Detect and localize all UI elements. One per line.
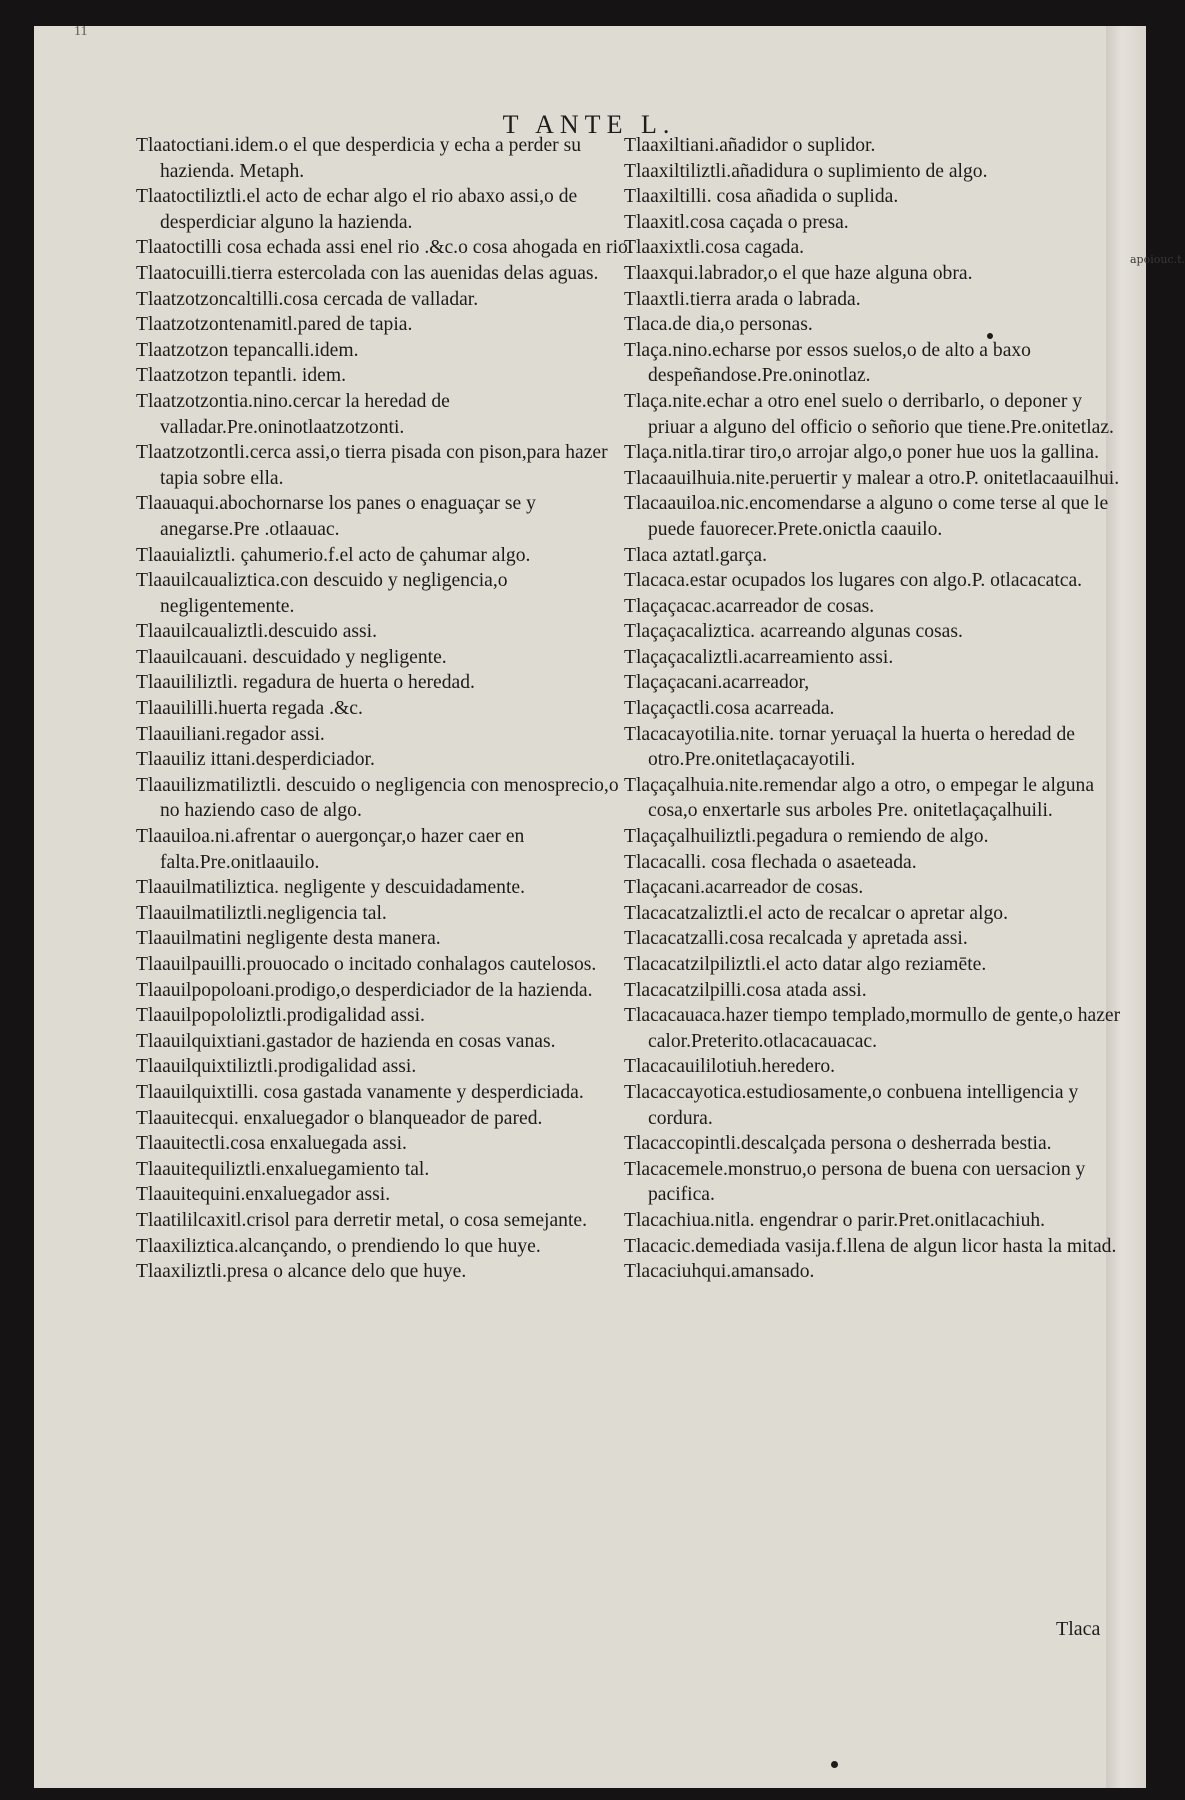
dictionary-entry: Tlaatzotzon tepancalli.idem.	[136, 339, 359, 361]
catchword: Tlaca	[1056, 1618, 1101, 1640]
dictionary-entry: Tlaauiloa.ni.afrentar o auergonçar,o hazer caer en falta.Pre.onitlaauilo.	[136, 826, 525, 873]
dictionary-entry: Tlaatoctiliztli.el acto de echar algo el rio abaxo assi,o de desperdiciar alguno la hazienda.	[136, 186, 578, 233]
dictionary-entry: Tlaatoctiani.idem.o el que desperdicia y echa a perder su hazienda. Metaph.	[136, 135, 582, 182]
dictionary-entry: Tlaauilmatiliztica. negligente y descuidadamente.	[136, 877, 525, 899]
dictionary-entry: Tlaçaçacani.acarreador,	[624, 672, 810, 694]
dictionary-entry: Tlaaxtli.tierra arada o labrada.	[624, 288, 861, 310]
dictionary-entry: Tlaçaçactli.cosa acarreada.	[624, 698, 835, 720]
dictionary-entry: Tlaça.nite.echar a otro enel suelo o derribarlo, o deponer y priuar a alguno del officio o señorio que tiene.Pre.onitetlaz.	[624, 390, 1114, 438]
dictionary-entry: Tlaaxiltiliztli.añadidura o suplimiento de algo.	[624, 160, 988, 182]
dictionary-entry: Tlaatzotzontia.nino.cercar la heredad de valladar.Pre.oninotlaatzotzonti.	[136, 390, 450, 438]
dictionary-entry: Tlaatililcaxitl.crisol para derretir metal, o cosa semejante.	[136, 1209, 588, 1231]
dictionary-entry: Tlacacatzilpilli.cosa atada assi.	[624, 979, 867, 1001]
dictionary-entry: Tlaatzotzontli.cerca assi,o tierra pisada con pison,para hazer tapia sobre ella.	[136, 442, 608, 489]
running-head: T ANTE L.	[502, 110, 676, 139]
dictionary-entry: Tlaatoctilli cosa echada assi enel rio .&c.o cosa ahogada en rio.	[136, 237, 633, 259]
dictionary-entry: Tlaauitectli.cosa enxaluegada assi.	[136, 1133, 407, 1155]
dictionary-entry: Tlaauilquixtiliztli.prodigalidad assi.	[136, 1056, 417, 1078]
dictionary-entry: Tlacachiua.nitla. engendrar o parir.Pret.onitlacachiuh.	[624, 1209, 1046, 1231]
dictionary-entry: Tlaauializtli. çahumerio.f.el acto de çahumar algo.	[136, 544, 531, 566]
dictionary-entry: Tlaça.nitla.tirar tiro,o arrojar algo,o poner hue uos la gallina.	[624, 442, 1099, 464]
dictionary-entry: Tlaçacani.acarreador de cosas.	[624, 877, 864, 899]
dictionary-entry: Tlacaciuhqui.amansado.	[624, 1261, 815, 1283]
dictionary-entry: Tlacacauililotiuh.heredero.	[624, 1056, 836, 1078]
dictionary-entry: Tlaauilpopololiztli.prodigalidad assi.	[136, 1005, 425, 1027]
dictionary-entry: Tlaauitequini.enxaluegador assi.	[136, 1184, 391, 1206]
dictionary-entry: Tlacaca.estar ocupados los lugares con algo.P. otlacacatca.	[624, 570, 1083, 592]
dictionary-entry: Tlaaxiltiani.añadidor o suplidor.	[624, 135, 876, 156]
ink-dot	[831, 1761, 838, 1768]
dictionary-entry: Tlaauilcaualiztli.descuido assi.	[136, 621, 378, 643]
dictionary-entry: Tlacaccopintli.descalçada persona o desherrada bestia.	[624, 1133, 1052, 1155]
dictionary-entry: Tlacaccayotica.estudiosamente,o conbuena intelligencia y cordura.	[624, 1081, 1079, 1129]
dictionary-entry: Tlaauililli.huerta regada .&c.	[136, 698, 363, 720]
dictionary-entry: Tlaçaçacaliztica. acarreando algunas cosas.	[624, 621, 963, 643]
dictionary-entry: Tlaauaqui.abochornarse los panes o enaguaçar se y anegarse.Pre .otlaauac.	[136, 493, 536, 540]
dictionary-entry: Tlacacatzalli.cosa recalcada y apretada assi.	[624, 928, 968, 950]
dictionary-entry: Tlaçaçacac.acarreador de cosas.	[624, 595, 875, 617]
dictionary-entry: Tlaçaçacaliztli.acarreamiento assi.	[624, 646, 894, 668]
dictionary-entry: Tlaauilmatiliztli.negligencia tal.	[136, 902, 387, 924]
dictionary-entry: Tlaauiliz ittani.desperdiciador.	[136, 749, 375, 771]
dictionary-entry: Tlaauitequiliztli.enxaluegamiento tal.	[136, 1158, 430, 1180]
dictionary-entry: Tlaauilquixtilli. cosa gastada vanamente y desperdiciada.	[136, 1081, 584, 1103]
dictionary-entry: Tlaauitecqui. enxaluegador o blanqueador de pared.	[136, 1107, 543, 1129]
dictionary-entry: Tlacacatzaliztli.el acto de recalcar o apretar algo.	[624, 902, 1008, 924]
dictionary-entry: Tlaauilmatini negligente desta manera.	[136, 928, 441, 950]
dictionary-entry: Tlaauilcauani. descuidado y negligente.	[136, 646, 447, 668]
dictionary-entry: Tlaauiliani.regador assi.	[136, 723, 325, 745]
dictionary-entry: Tlaaxitl.cosa caçada o presa.	[624, 211, 849, 233]
dictionary-entry: Tlaatocuilli.tierra estercolada con las auenidas delas aguas.	[136, 262, 599, 284]
dictionary-entry: Tlaaxqui.labrador,o el que haze alguna obra.	[624, 262, 973, 284]
dictionary-entry: Tlaatzotzon tepantli. idem.	[136, 365, 347, 387]
dictionary-entry: Tlaatzotzoncaltilli.cosa cercada de valladar.	[136, 288, 479, 310]
dictionary-entry: Tlaaxixtli.cosa cagada.	[624, 237, 805, 259]
dictionary-entry: Tlaauilpauilli.prouocado o incitado conhalagos cautelosos.	[136, 954, 597, 975]
right-column	[624, 133, 1122, 1285]
dictionary-entry: Tlaaxiliztli.presa o alcance delo que huye.	[136, 1261, 467, 1283]
dictionary-entry: Tlaçaçalhuiliztli.pegadura o remiendo de algo.	[624, 826, 989, 848]
dictionary-entry: Tlaauilizmatiliztli. descuido o negligencia con menosprecio,o no haziendo caso de algo.	[136, 774, 619, 822]
dictionary-entry: Tlaauilpopoloani.prodigo,o desperdiciador de la hazienda.	[136, 979, 593, 1001]
dictionary-entry: Tlacacalli. cosa flechada o asaeteada.	[624, 851, 917, 873]
dictionary-entry: Tlaçaçalhuia.nite.remendar algo a otro, o empegar le alguna cosa,o enxertarle sus arboles Pre. onitetlaçaçalhuili.	[624, 774, 1095, 822]
dictionary-entry: Tlaaxiliztica.alcançando, o prendiendo lo que huye.	[136, 1235, 541, 1257]
dictionary-entry: Tlaca aztatl.garça.	[624, 544, 768, 566]
dictionary-entry: Tlacacemele.monstruo,o persona de buena con uersacion y pacifica.	[624, 1158, 1086, 1206]
dictionary-entry: Tlacacauaca.hazer tiempo templado,mormullo de gente,o hazer calor.Preterito.otlacacauacac.	[624, 1005, 1121, 1052]
dictionary-entry: Tlaatzotzontenamitl.pared de tapia.	[136, 314, 413, 336]
dictionary-entry: Tlacacic.demediada vasija.f.llena de algun licor hasta la mitad.	[624, 1235, 1117, 1257]
dictionary-entry: Tlacaauilhuia.nite.peruertir y malear a otro.P. onitetlacaauilhui.	[624, 467, 1120, 489]
corner-mark: 11	[74, 24, 88, 39]
dictionary-entry: Tlaauilquixtiani.gastador de hazienda en cosas vanas.	[136, 1030, 556, 1052]
dictionary-entry: Tlaaxiltilli. cosa añadida o suplida.	[624, 186, 899, 208]
dictionary-entry: Tlaca.de dia,o personas.	[624, 314, 813, 336]
dictionary-entry: Tlaauililiztli. regadura de huerta o heredad.	[136, 672, 475, 694]
left-column	[136, 133, 634, 1285]
dictionary-entry: Tlacaauiloa.nic.encomendarse a alguno o come terse al que le puede fauorecer.Prete.onictla caauilo.	[624, 493, 1109, 540]
adjacent-page-text: apoiouc.t.	[1130, 253, 1185, 266]
dictionary-entry: Tlaauilcaualiztica.con descuido y negligencia,o negligentemente.	[136, 570, 508, 617]
dictionary-entry: Tlacacayotilia.nite. tornar yeruaçal la huerta o heredad de otro.Pre.onitetlaçacayotili.	[624, 723, 1075, 771]
dictionary-entry: Tlaça.nino.echarse por essos suelos,o de alto a baxo despeñandose.Pre.oninotlaz.	[624, 339, 1031, 387]
dictionary-entry: Tlacacatzilpiliztli.el acto datar algo reziamēte.	[624, 954, 987, 975]
